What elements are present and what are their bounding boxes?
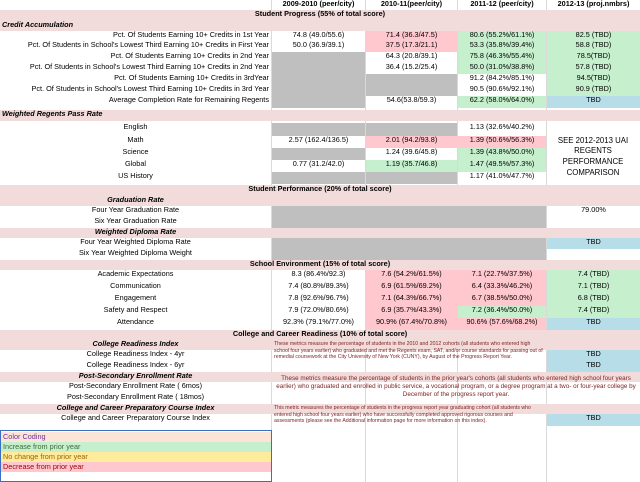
row-label[interactable]: College Readiness Index - 6yr <box>86 361 185 369</box>
cell[interactable]: 90.9% (67.4%/70.8%) <box>366 318 457 330</box>
section-title: College and Career Readiness (10% of total score) <box>232 330 408 338</box>
row-label[interactable]: Four Year Graduation Rate <box>91 206 180 214</box>
table-row <box>0 172 640 184</box>
cell-na <box>272 238 546 249</box>
cell[interactable]: 7.2 (36.4%/50.0%) <box>458 306 546 318</box>
cell[interactable] <box>272 85 365 96</box>
cell[interactable] <box>366 123 457 136</box>
cell[interactable]: 57.8 (TBD) <box>547 63 640 74</box>
section-ccr <box>0 330 640 340</box>
cell[interactable]: 6.9 (35.7%/43.3%) <box>366 306 457 318</box>
section-student-performance <box>0 185 640 196</box>
table-row <box>0 85 640 96</box>
cell[interactable]: 0.77 (31.2/42.0) <box>292 160 345 168</box>
table-row <box>0 294 640 306</box>
cell[interactable] <box>272 123 365 136</box>
cell[interactable] <box>272 52 365 63</box>
pse-note: These metrics measure the percentage of students in the prior year's cohorts (all students who entered high school four years earlier) who graduated and enrolled in public service, a vocational program, or a degree program at a two- or four-year college by December of the progress report year. <box>276 375 636 398</box>
cell[interactable]: 7.9 (72.0%/80.6%) <box>288 306 349 314</box>
row-label[interactable]: English <box>123 123 148 131</box>
subsection-title: Graduation Rate <box>107 196 164 204</box>
row-label[interactable]: Attendance <box>117 318 154 326</box>
cell[interactable]: 7.8 (92.6%/96.7%) <box>288 294 349 302</box>
cell[interactable] <box>272 172 365 184</box>
cell[interactable]: 92.3% (79.1%/77.0%) <box>283 318 354 326</box>
section-title: School Environment (15% of total score) <box>249 260 391 268</box>
cell[interactable]: 1.24 (39.6/45.8) <box>385 148 438 156</box>
cell[interactable]: 1.13 (32.6%/40.2%) <box>469 123 535 131</box>
cell[interactable] <box>366 172 457 184</box>
row-label[interactable]: Pct. Of Students Earning 10+ Credits in 2nd Year <box>110 52 269 60</box>
legend-title: Color Coding <box>1 432 271 442</box>
cell[interactable] <box>272 148 365 160</box>
cell[interactable]: 90.6% (57.6%/68.2%) <box>458 318 546 330</box>
row-label[interactable]: Pct. Of Students Earning 10+ Credits in 1st Year <box>113 31 269 39</box>
row-label[interactable]: Post-Secondary Enrollment Rate ( 6mos) <box>68 382 203 390</box>
subsection-title: Post-Secondary Enrollment Rate <box>78 372 193 380</box>
cell[interactable]: 6.7 (38.5%/50.0%) <box>458 294 546 306</box>
subsection-title: Weighted Diploma Rate <box>94 228 177 236</box>
cell[interactable]: 74.8 (49.0/55.6) <box>292 31 345 39</box>
table-row <box>0 318 640 330</box>
row-label[interactable]: US History <box>118 172 153 180</box>
cell[interactable]: 91.2 (84.2%/85.1%) <box>469 74 535 82</box>
cell[interactable]: 6.4 (33.3%/46.2%) <box>458 282 546 294</box>
cell[interactable]: 75.8 (46.3%/55.4%) <box>458 52 546 63</box>
row-label[interactable]: Post-Secondary Enrollment Rate ( 18mos) <box>66 393 205 401</box>
row-label[interactable]: Science <box>122 148 149 156</box>
cell[interactable]: 37.5 (17.3/21.1) <box>366 41 457 52</box>
cell-na <box>272 217 546 228</box>
legend-blank-row <box>1 472 271 481</box>
table-row <box>0 31 640 41</box>
section-school-environment <box>0 260 640 270</box>
row-label[interactable]: Pct. Of Students in School's Lowest Third Earning 10+ Credits in 2nd Year <box>29 63 269 71</box>
cell[interactable] <box>366 74 457 85</box>
cell[interactable]: 7.4 (TBD) <box>547 306 640 318</box>
cell[interactable]: 50.0 (36.9/39.1) <box>292 41 345 49</box>
row-label[interactable]: Six Year Weighted Diploma Weight <box>79 249 192 257</box>
table-row <box>0 136 640 148</box>
cell[interactable]: 36.4 (15.2/25.4) <box>385 63 438 71</box>
cell[interactable]: 64.3 (20.8/39.1) <box>385 52 438 60</box>
row-label[interactable]: Pct. Of Students Earning 10+ Credits in 3rdYear <box>114 74 269 82</box>
table-row <box>0 148 640 160</box>
cell[interactable]: 71.4 (36.3/47.5) <box>366 31 457 41</box>
cell[interactable]: 94.5(TBD) <box>547 74 640 85</box>
row-label[interactable]: College and Career Preparatory Course Index <box>61 414 210 422</box>
row-label[interactable]: College Readiness Index - 4yr <box>86 350 185 358</box>
cell[interactable]: 7.4 (80.8%/89.3%) <box>288 282 349 290</box>
table-row <box>0 52 640 63</box>
table-row <box>0 160 640 172</box>
legend-no-change: No change from prior year <box>1 452 271 462</box>
cell[interactable]: 1.47 (49.5%/57.3%) <box>458 160 546 172</box>
cell[interactable] <box>366 85 457 96</box>
section-student-progress <box>0 10 640 21</box>
subsection-title: Weighted Regents Pass Rate <box>2 110 103 118</box>
row-label[interactable]: Communication <box>110 282 161 290</box>
cell[interactable]: 90.9 (TBD) <box>547 85 640 96</box>
cell[interactable] <box>272 74 365 85</box>
subsection-diploma <box>0 228 640 238</box>
row-label[interactable]: Academic Expectations <box>97 270 174 278</box>
row-label[interactable]: Average Completion Rate for Remaining Regents <box>108 96 269 104</box>
table-row <box>0 217 640 228</box>
cell[interactable]: 7.4 (TBD) <box>547 270 640 282</box>
cell[interactable] <box>272 63 365 74</box>
table-row <box>0 96 640 108</box>
cell[interactable]: 1.39 (50.6%/56.3%) <box>458 136 546 148</box>
column-header-2010[interactable]: 2010-11(peer/city) <box>380 0 443 8</box>
cell[interactable]: 7.6 (54.2%/61.5%) <box>366 270 457 282</box>
cell[interactable]: 54.6(53.8/59.3) <box>386 96 437 104</box>
cell[interactable]: 7.1 (22.7%/37.5%) <box>458 270 546 282</box>
cell[interactable]: TBD <box>547 350 640 361</box>
subsection-title: College Readiness Index <box>92 340 179 348</box>
section-title: Student Progress (55% of total score) <box>254 10 386 18</box>
table-row <box>0 282 640 294</box>
cell[interactable]: 79.00% <box>581 206 606 214</box>
table-row <box>0 206 640 217</box>
cell[interactable]: 62.2 (58.0%/64.0%) <box>458 96 546 108</box>
cell[interactable]: 1.39 (43.8%/50.0%) <box>458 148 546 160</box>
cell[interactable]: 80.6 (55.2%/61.1%) <box>458 31 546 41</box>
cell[interactable]: 82.5 (TBD) <box>547 31 640 41</box>
subsection-credit <box>0 21 640 31</box>
cell[interactable]: 6.8 (TBD) <box>547 294 640 306</box>
table-row <box>0 74 640 85</box>
row-label[interactable]: Engagement <box>114 294 157 302</box>
table-row <box>0 63 640 74</box>
cell[interactable]: 8.3 (86.4%/92.3) <box>291 270 346 278</box>
subsection-regents <box>0 110 640 121</box>
cell[interactable]: 7.1 (TBD) <box>547 282 640 294</box>
cell[interactable]: 50.0 (31.0%/38.8%) <box>458 63 546 74</box>
cell-na <box>272 206 546 217</box>
cell[interactable]: 2.01 (94.2/93.8) <box>366 136 457 148</box>
cell[interactable]: TBD <box>547 318 640 330</box>
cell[interactable]: 58.8 (TBD) <box>547 41 640 52</box>
header-row <box>0 0 640 10</box>
row-label[interactable]: Pct. Of Students in School's Lowest Third Earning 10+ Credits in 3rd Year <box>31 85 269 93</box>
cell[interactable] <box>272 96 365 108</box>
cell[interactable]: TBD <box>547 238 640 249</box>
table-row <box>0 306 640 318</box>
column-header-2012[interactable]: 2012-13 (proj.nmbrs) <box>557 0 630 8</box>
row-label[interactable]: Pct. Of Students in School's Lowest Third Earning 10+ Credits in First Year <box>27 41 269 49</box>
cell[interactable]: 78.5(TBD) <box>547 52 640 63</box>
legend-decrease: Decrease from prior year <box>1 462 271 472</box>
subsection-graduation <box>0 196 640 206</box>
row-label[interactable]: Six Year Graduation Rate <box>94 217 177 225</box>
column-header-2011[interactable]: 2011-12 (peer/city) <box>470 0 534 8</box>
table-row <box>0 41 640 52</box>
table-row <box>0 249 640 260</box>
regents-comparison-note: SEE 2012-2013 UAI REGENTS PERFORMANCE COMPARISON <box>557 135 629 177</box>
cell-na <box>272 249 546 260</box>
cell[interactable]: 2.57 (162.4/136.5) <box>288 136 349 144</box>
color-coding-legend <box>0 430 272 482</box>
cell[interactable]: 6.9 (61.5%/69.2%) <box>366 282 457 294</box>
row-label[interactable]: Four Year Weighted Diploma Rate <box>80 238 191 246</box>
cell[interactable]: TBD <box>547 96 640 108</box>
cell[interactable]: 1.17 (41.0%/47.7%) <box>469 172 535 180</box>
cell[interactable]: 1.19 (35.7/46.8) <box>366 160 457 172</box>
cell[interactable]: 90.5 (90.6%/92.1%) <box>469 85 535 93</box>
subsection-title: Credit Accumulation <box>2 21 74 29</box>
row-label[interactable]: Math <box>127 136 144 144</box>
cell[interactable]: 53.3 (35.8%/39.4%) <box>458 41 546 52</box>
subsection-title: College and Career Preparatory Course Index <box>56 404 215 412</box>
cri-note: These metrics measure the percentage of students in the 2010 and 2012 cohorts (all students who entered high school four years earlier) who graduated and met the Regents exam, SAT, and/or course standards for passing out of remedial coursework at the City University of New York (CUNY), by August of the Progress Report Year. <box>274 341 543 360</box>
row-label[interactable]: Global <box>124 160 147 168</box>
row-label[interactable]: Safety and Respect <box>103 306 168 314</box>
cell[interactable]: 7.1 (64.3%/66.7%) <box>366 294 457 306</box>
ccpc-note: This metric measures the percentage of students in the progress report year graduating cohort (all students who entered high school four years earlier) who have successfully completed approved rigorous courses and assessments (please see the Additional information page for more information on this index). <box>274 405 531 424</box>
table-row <box>0 238 640 249</box>
legend-increase: Increase from prior year <box>1 442 271 452</box>
table-row <box>0 270 640 282</box>
cell[interactable]: TBD <box>547 361 640 372</box>
column-header-2009[interactable]: 2009-2010 (peer/city) <box>282 0 355 8</box>
table-row <box>0 123 640 136</box>
section-title: Student Performance (20% of total score) <box>248 185 392 193</box>
cell[interactable]: TBD <box>547 414 640 426</box>
